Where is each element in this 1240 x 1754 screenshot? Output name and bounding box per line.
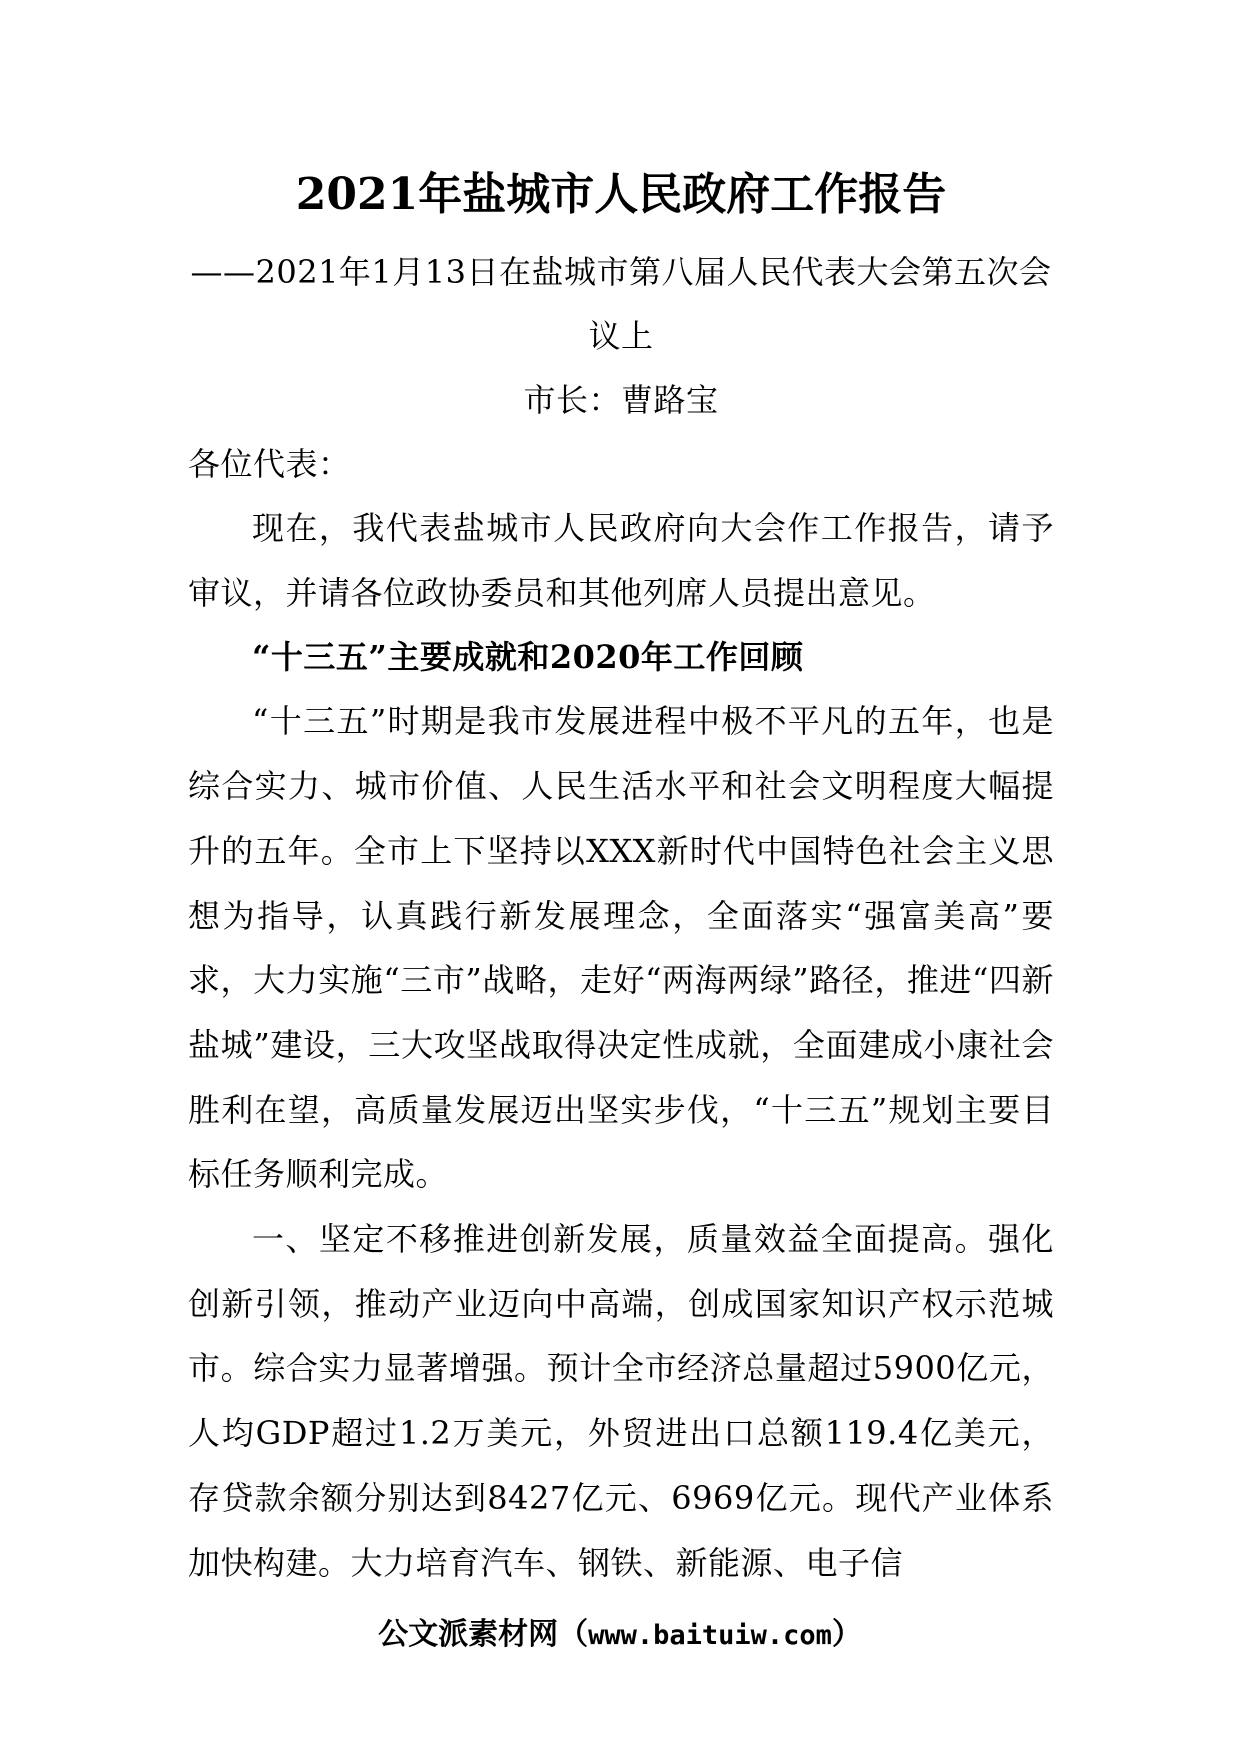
document-body [188,150,1054,1595]
document-author: 市长：曹路宝 [523,381,719,419]
section-paragraph: “十三五”时期是我市发展进程中极不平凡的五年，也是综合实力、城市价值、人民生活水平和社会文明程度大幅提升的五年。全市上下坚持以XXX新时代中国特色社会主义思想为指导，认真践行新发展理念，全面落实“强富美高”要求，大力实施“三市”战略，走好“两海两绿”路径，推进“四新盐城”建设，三大攻坚战取得决定性成就，全面建成小康社会胜利在望，高质量发展迈出坚实步伐，“十三五”规划主要目标任务顺利完成。 [188,702,1054,1194]
document-subtitle: ——2021年1月13日在盐城市第八届人民代表大会第五次会议上 [190,253,1052,355]
intro-paragraph: 现在，我代表盐城市人民政府向大会作工作报告，请予审议，并请各位政协委员和其他列席人员提出意见。 [188,509,1054,612]
page-footer [0,1610,1240,1661]
section-paragraph: 一、坚定不移推进创新发展，质量效益全面提高。强化创新引领，推动产业迈向中高端，创成国家知识产权示范城市。综合实力显著增强。预计全市经济总量超过5900亿元，人均GDP超过1.2万美元，外贸进出口总额119.4亿美元，存贷款余额分别达到8427亿元、6969亿元。现代产业体系加快构建。大力培育汽车、钢铁、新能源、电子信 [188,1220,1054,1582]
footer-close-paren: ） [831,1617,862,1652]
section-heading: “十三五”主要成就和2020年工作回顾 [252,638,804,677]
footer-url: www.baituiw.com [588,1620,832,1651]
footer-site-name: 公文派素材网（ [378,1617,589,1652]
salutation: 各位代表： [188,445,351,483]
document-title: 2021年盐城市人民政府工作报告 [295,169,947,220]
